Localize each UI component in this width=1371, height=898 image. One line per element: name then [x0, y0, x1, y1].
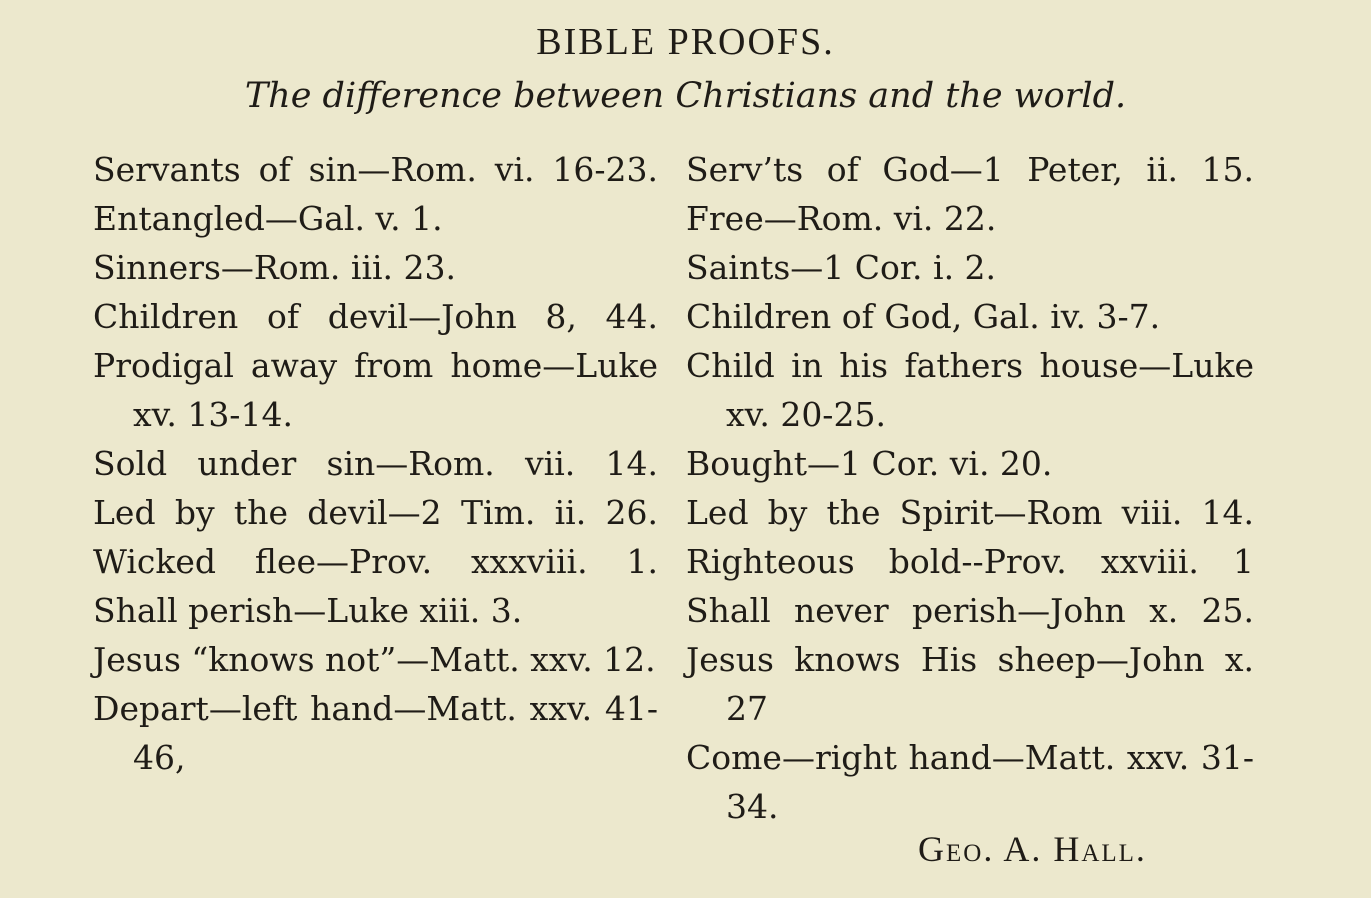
right-entry-5: Child in his fathers house—Luke xv. 20-25.	[686, 346, 1254, 434]
left-entry-5: Prodigal away from home—Luke xv. 13-14.	[93, 346, 658, 434]
right-entry-6: Bought—1 Cor. vi. 20.	[686, 444, 1053, 483]
left-entry-1: Servants of sin—Rom. vi. 16-23.	[93, 150, 658, 189]
left-entry-2: Entangled—Gal. v. 1.	[93, 199, 443, 238]
left-entry-9: Shall perish—Luke xiii. 3.	[93, 591, 523, 630]
page-subheading: The difference between Christians and the world.	[244, 76, 1127, 116]
author-signature: Geo. A. Hall.	[918, 829, 1147, 869]
left-entry-11: Depart—left hand—Matt. xxv. 41-46,	[93, 689, 658, 777]
right-entry-1: Serv’ts of God—1 Peter, ii. 15.	[686, 150, 1254, 189]
right-entry-4: Children of God, Gal. iv. 3-7.	[686, 297, 1161, 336]
left-entry-6: Sold under sin—Rom. vii. 14.	[93, 444, 658, 483]
right-entry-9: Shall never perish—John x. 25.	[686, 591, 1254, 630]
page-heading: BIBLE PROOFS.	[536, 21, 835, 63]
left-entry-3: Sinners—Rom. iii. 23.	[93, 248, 457, 287]
left-entry-10: Jesus “knows not”—Matt. xxv. 12.	[93, 640, 656, 679]
right-entry-10: Jesus knows His sheep—John x. 27	[686, 640, 1254, 728]
left-entry-8: Wicked flee—Prov. xxxviii. 1.	[93, 542, 658, 581]
right-entry-11: Come—right hand—Matt. xxv. 31-34.	[686, 738, 1254, 826]
left-entry-4: Children of devil—John 8, 44.	[93, 297, 658, 336]
left-column-christians-world	[93, 145, 658, 782]
right-entry-8: Righteous bold--Prov. xxviii. 1	[686, 542, 1254, 581]
left-entry-7: Led by the devil—2 Tim. ii. 26.	[93, 493, 658, 532]
right-column-christians	[686, 145, 1254, 831]
right-entry-2: Free—Rom. vi. 22.	[686, 199, 997, 238]
right-entry-3: Saints—1 Cor. i. 2.	[686, 248, 997, 287]
right-entry-7: Led by the Spirit—Rom viii. 14.	[686, 493, 1254, 532]
